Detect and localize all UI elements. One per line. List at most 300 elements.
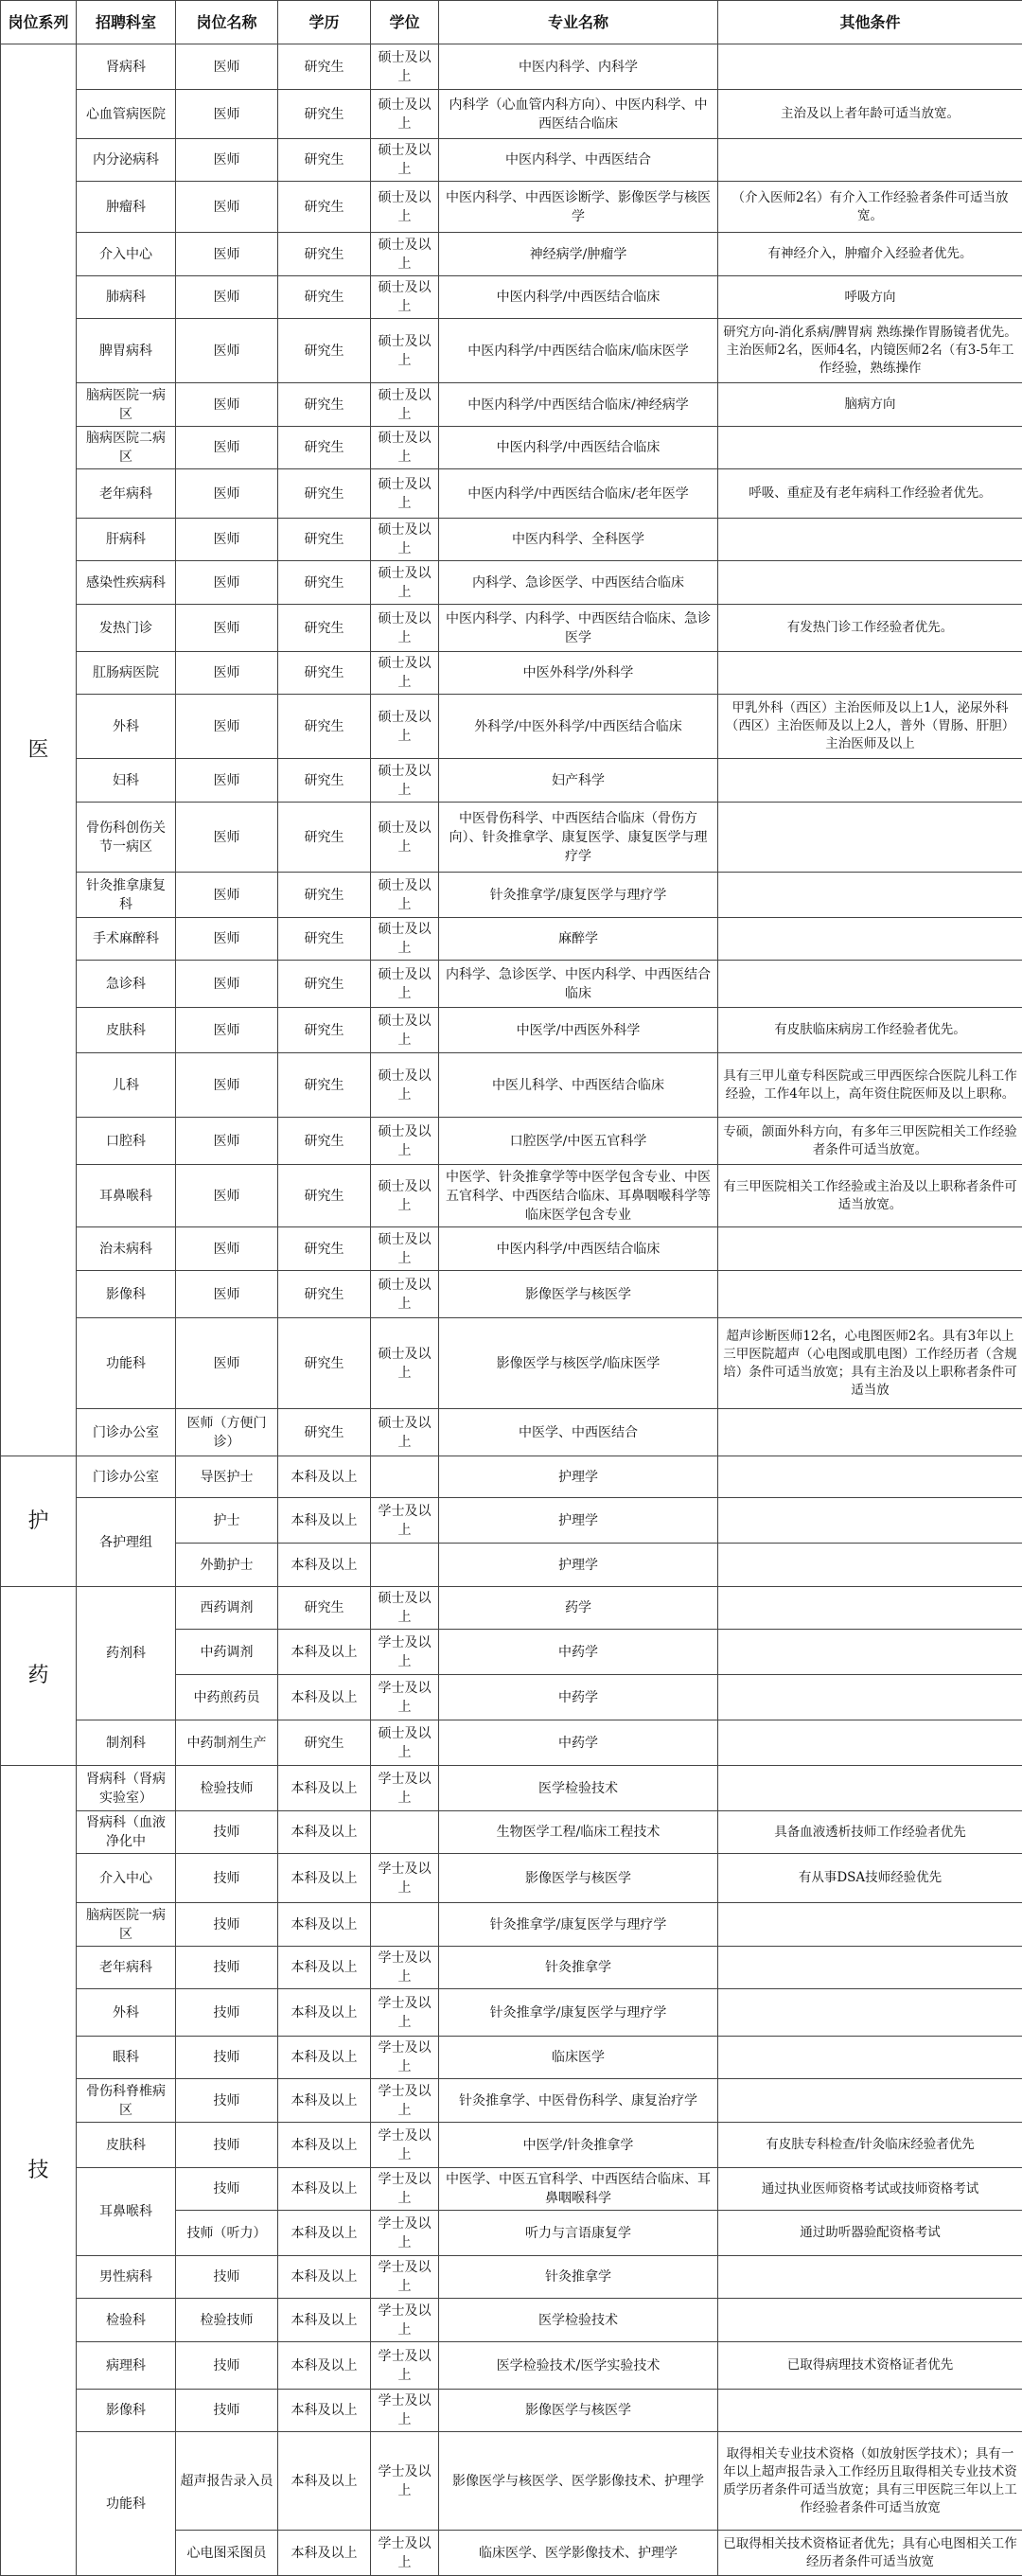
dept-cell: 检验科 (77, 2299, 176, 2342)
post-cell: 中药制剂生产 (176, 1720, 278, 1766)
education-cell: 本科及以上 (278, 2256, 371, 2299)
table-row (1, 873, 1022, 918)
education-cell: 研究生 (278, 90, 371, 139)
major-cell: 中医内科学、内科学 (439, 44, 718, 90)
dept-cell: 针灸推拿康复科 (77, 873, 176, 918)
dept-cell: 介入中心 (77, 1854, 176, 1903)
degree-cell: 硕士及以上 (371, 182, 439, 233)
degree-cell: 硕士及以上 (371, 1587, 439, 1630)
table-row (1, 44, 1022, 90)
post-cell: 医师 (176, 1118, 278, 1165)
other-conditions-cell (718, 1409, 1022, 1456)
post-cell: 技师 (176, 1947, 278, 1989)
post-cell: 医师 (176, 1053, 278, 1118)
header-row (1, 1, 1022, 44)
degree-cell: 硕士及以上 (371, 319, 439, 383)
other-conditions-cell: 有发热门诊工作经验者优先。 (718, 605, 1022, 652)
other-conditions-cell: 呼吸方向 (718, 276, 1022, 319)
other-conditions-cell (718, 139, 1022, 182)
education-cell: 本科及以上 (278, 2342, 371, 2390)
other-conditions-cell (718, 1903, 1022, 1947)
education-cell: 研究生 (278, 695, 371, 759)
degree-cell: 学士及以上 (371, 2211, 439, 2256)
post-cell: 中药煎药员 (176, 1675, 278, 1720)
major-cell: 护理学 (439, 1498, 718, 1544)
degree-cell: 学士及以上 (371, 2432, 439, 2531)
other-conditions-cell (718, 427, 1022, 469)
degree-cell: 硕士及以上 (371, 44, 439, 90)
dept-cell: 脑病医院一病区 (77, 383, 176, 427)
degree-cell: 硕士及以上 (371, 1271, 439, 1318)
education-cell: 本科及以上 (278, 1811, 371, 1854)
header-major: 专业名称 (439, 1, 718, 44)
major-cell: 针灸推拿学/康复医学与理疗学 (439, 1903, 718, 1947)
degree-cell: 学士及以上 (371, 2531, 439, 2576)
major-cell: 中医内科学、中西医结合 (439, 139, 718, 182)
education-cell: 研究生 (278, 1271, 371, 1318)
degree-cell: 硕士及以上 (371, 519, 439, 561)
dept-cell: 外科 (77, 1989, 176, 2037)
major-cell: 针灸推拿学 (439, 1947, 718, 1989)
table-row (1, 276, 1022, 319)
other-conditions-cell: 具备血液透析技师工作经验者优先 (718, 1811, 1022, 1854)
dept-cell: 感染性疾病科 (77, 561, 176, 605)
table-row (1, 1227, 1022, 1271)
table-row (1, 2168, 1022, 2211)
dept-cell: 耳鼻喉科 (77, 1165, 176, 1227)
other-conditions-cell (718, 1989, 1022, 2037)
degree-cell: 硕士及以上 (371, 961, 439, 1008)
post-cell: 医师 (176, 759, 278, 803)
table-row (1, 2299, 1022, 2342)
dept-cell: 各护理组 (77, 1498, 176, 1587)
education-cell: 本科及以上 (278, 2299, 371, 2342)
degree-cell (371, 1544, 439, 1587)
education-cell: 研究生 (278, 652, 371, 695)
other-conditions-cell: 主治及以上者年龄可适当放宽。 (718, 90, 1022, 139)
degree-cell (371, 1903, 439, 1947)
major-cell: 影像医学与核医学、医学影像技术、护理学 (439, 2432, 718, 2531)
post-cell: 医师 (176, 1165, 278, 1227)
major-cell: 中医学/中西医外科学 (439, 1008, 718, 1053)
other-conditions-cell (718, 561, 1022, 605)
dept-cell: 肾病科（肾病实验室） (77, 1766, 176, 1811)
table-row (1, 1456, 1022, 1498)
major-cell: 中医内科学、内科学、中西医结合临床、急诊医学 (439, 605, 718, 652)
table-row (1, 2390, 1022, 2432)
post-cell: 医师 (176, 383, 278, 427)
post-cell: 医师 (176, 961, 278, 1008)
education-cell: 研究生 (278, 1318, 371, 1409)
table-row (1, 1118, 1022, 1165)
dept-cell: 药剂科 (77, 1587, 176, 1720)
post-cell: 检验技师 (176, 1766, 278, 1811)
degree-cell: 学士及以上 (371, 1989, 439, 2037)
dept-cell: 内分泌病科 (77, 139, 176, 182)
dept-cell: 急诊科 (77, 961, 176, 1008)
degree-cell: 硕士及以上 (371, 139, 439, 182)
post-cell: 医师（方便门诊） (176, 1409, 278, 1456)
table-row (1, 2342, 1022, 2390)
major-cell: 影像医学与核医学/临床医学 (439, 1318, 718, 1409)
other-conditions-cell: 研究方向-消化系病/脾胃病 熟练操作胃肠镜者优先。主治医师2名，医师4名，内镜医师2名（有3-5年工作经验，熟练操作 (718, 319, 1022, 383)
other-conditions-cell (718, 2299, 1022, 2342)
dept-cell: 骨伤科创伤关节一病区 (77, 803, 176, 873)
other-conditions-cell (718, 2079, 1022, 2123)
other-conditions-cell (718, 1947, 1022, 1989)
degree-cell: 学士及以上 (371, 1630, 439, 1675)
major-cell: 影像医学与核医学 (439, 1271, 718, 1318)
major-cell: 中医内科学、中西医诊断学、影像医学与核医学 (439, 182, 718, 233)
major-cell: 护理学 (439, 1544, 718, 1587)
other-conditions-cell (718, 1227, 1022, 1271)
table-row (1, 319, 1022, 383)
other-conditions-cell (718, 873, 1022, 918)
major-cell: 影像医学与核医学 (439, 2390, 718, 2432)
table-row (1, 1409, 1022, 1456)
education-cell: 研究生 (278, 469, 371, 519)
degree-cell: 硕士及以上 (371, 427, 439, 469)
post-cell: 医师 (176, 652, 278, 695)
degree-cell: 学士及以上 (371, 1766, 439, 1811)
post-cell: 医师 (176, 233, 278, 276)
degree-cell: 学士及以上 (371, 2342, 439, 2390)
degree-cell: 学士及以上 (371, 2123, 439, 2168)
degree-cell: 硕士及以上 (371, 1227, 439, 1271)
other-conditions-cell: 已取得病理技术资格证者优先 (718, 2342, 1022, 2390)
table-row (1, 1587, 1022, 1630)
other-conditions-cell (718, 1587, 1022, 1630)
major-cell: 中医内科学/中西医结合临床 (439, 1227, 718, 1271)
table-row (1, 427, 1022, 469)
dept-cell: 脑病医院一病区 (77, 1903, 176, 1947)
table-row (1, 695, 1022, 759)
education-cell: 本科及以上 (278, 1903, 371, 1947)
post-cell: 技师 (176, 1989, 278, 2037)
post-cell: 技师 (176, 1903, 278, 1947)
other-conditions-cell: 有三甲医院相关工作经验或主治及以上职称者条件可适当放宽。 (718, 1165, 1022, 1227)
dept-cell: 肛肠病医院 (77, 652, 176, 695)
degree-cell: 硕士及以上 (371, 276, 439, 319)
dept-cell: 介入中心 (77, 233, 176, 276)
post-cell: 医师 (176, 469, 278, 519)
table-row (1, 1271, 1022, 1318)
post-cell: 检验技师 (176, 2299, 278, 2342)
education-cell: 研究生 (278, 519, 371, 561)
education-cell: 本科及以上 (278, 2037, 371, 2079)
post-cell: 医师 (176, 319, 278, 383)
post-cell: 技师 (176, 2390, 278, 2432)
other-conditions-cell (718, 759, 1022, 803)
major-cell: 针灸推拿学/康复医学与理疗学 (439, 1989, 718, 2037)
table-row (1, 1165, 1022, 1227)
major-cell: 中医内科学/中西医结合临床/老年医学 (439, 469, 718, 519)
post-cell: 医师 (176, 90, 278, 139)
education-cell: 研究生 (278, 44, 371, 90)
other-conditions-cell: 有从事DSA技师经验优先 (718, 1854, 1022, 1903)
table-row (1, 803, 1022, 873)
header-post: 岗位名称 (176, 1, 278, 44)
post-cell: 医师 (176, 427, 278, 469)
major-cell: 护理学 (439, 1456, 718, 1498)
major-cell: 医学检验技术/医学实验技术 (439, 2342, 718, 2390)
degree-cell: 硕士及以上 (371, 652, 439, 695)
education-cell: 研究生 (278, 1227, 371, 1271)
post-cell: 护士 (176, 1498, 278, 1544)
dept-cell: 门诊办公室 (77, 1409, 176, 1456)
education-cell: 本科及以上 (278, 1456, 371, 1498)
other-conditions-cell (718, 44, 1022, 90)
major-cell: 外科学/中医外科学/中西医结合临床 (439, 695, 718, 759)
table-row (1, 1318, 1022, 1409)
post-cell: 心电图采图员 (176, 2531, 278, 2576)
post-cell: 医师 (176, 44, 278, 90)
table-row (1, 2123, 1022, 2168)
other-conditions-cell (718, 1271, 1022, 1318)
table-row (1, 1947, 1022, 1989)
other-conditions-cell: 具有三甲儿童专科医院或三甲西医综合医院儿科工作经验，工作4年以上，高年资住院医师及以上职称。 (718, 1053, 1022, 1118)
other-conditions-cell (718, 1544, 1022, 1587)
degree-cell: 硕士及以上 (371, 1165, 439, 1227)
table-row (1, 1903, 1022, 1947)
education-cell: 本科及以上 (278, 1498, 371, 1544)
dept-cell: 制剂科 (77, 1720, 176, 1766)
major-cell: 药学 (439, 1587, 718, 1630)
other-conditions-cell (718, 2390, 1022, 2432)
dept-cell: 肝病科 (77, 519, 176, 561)
post-cell: 医师 (176, 1227, 278, 1271)
major-cell: 听力与言语康复学 (439, 2211, 718, 2256)
major-cell: 医学检验技术 (439, 1766, 718, 1811)
major-cell: 口腔医学/中医五官科学 (439, 1118, 718, 1165)
degree-cell: 硕士及以上 (371, 803, 439, 873)
degree-cell: 学士及以上 (371, 2390, 439, 2432)
post-cell: 技师 (176, 2123, 278, 2168)
major-cell: 内科学、急诊医学、中西医结合临床 (439, 561, 718, 605)
major-cell: 妇产科学 (439, 759, 718, 803)
degree-cell: 学士及以上 (371, 2079, 439, 2123)
table-row (1, 2079, 1022, 2123)
post-cell: 中药调剂 (176, 1630, 278, 1675)
table-row (1, 1766, 1022, 1811)
post-cell: 医师 (176, 605, 278, 652)
other-conditions-cell: 脑病方向 (718, 383, 1022, 427)
degree-cell: 硕士及以上 (371, 1318, 439, 1409)
dept-cell: 手术麻醉科 (77, 918, 176, 961)
post-cell: 医师 (176, 1271, 278, 1318)
education-cell: 研究生 (278, 1587, 371, 1630)
major-cell: 中医外科学/外科学 (439, 652, 718, 695)
post-cell: 医师 (176, 1318, 278, 1409)
degree-cell: 硕士及以上 (371, 873, 439, 918)
dept-cell: 功能科 (77, 1318, 176, 1409)
other-conditions-cell: （介入医师2名）有介入工作经验者条件可适当放宽。 (718, 182, 1022, 233)
dept-cell: 皮肤科 (77, 2123, 176, 2168)
dept-cell: 影像科 (77, 1271, 176, 1318)
education-cell: 本科及以上 (278, 2123, 371, 2168)
category-cell: 护 (1, 1456, 77, 1587)
post-cell: 医师 (176, 695, 278, 759)
major-cell: 中医学、中医五官科学、中西医结合临床、耳鼻咽喉科学 (439, 2168, 718, 2211)
table-row (1, 383, 1022, 427)
dept-cell: 心血管病医院 (77, 90, 176, 139)
dept-cell: 肾病科 (77, 44, 176, 90)
major-cell: 中医儿科学、中西医结合临床 (439, 1053, 718, 1118)
table-row (1, 1498, 1022, 1544)
education-cell: 研究生 (278, 1409, 371, 1456)
education-cell: 研究生 (278, 1008, 371, 1053)
degree-cell: 硕士及以上 (371, 233, 439, 276)
major-cell: 中医学、针灸推拿学等中医学包含专业、中医五官科学、中西医结合临床、耳鼻咽喉科学等临床医学包含专业 (439, 1165, 718, 1227)
dept-cell: 皮肤科 (77, 1008, 176, 1053)
table-row (1, 1854, 1022, 1903)
major-cell: 麻醉学 (439, 918, 718, 961)
post-cell: 医师 (176, 276, 278, 319)
education-cell: 研究生 (278, 319, 371, 383)
education-cell: 研究生 (278, 427, 371, 469)
education-cell: 本科及以上 (278, 1947, 371, 1989)
degree-cell: 硕士及以上 (371, 1053, 439, 1118)
major-cell: 中医学/针灸推拿学 (439, 2123, 718, 2168)
post-cell: 医师 (176, 561, 278, 605)
post-cell: 医师 (176, 519, 278, 561)
degree-cell: 硕士及以上 (371, 469, 439, 519)
post-cell: 技师 (176, 2342, 278, 2390)
degree-cell: 硕士及以上 (371, 605, 439, 652)
major-cell: 神经病学/肿瘤学 (439, 233, 718, 276)
degree-cell: 硕士及以上 (371, 695, 439, 759)
other-conditions-cell (718, 803, 1022, 873)
post-cell: 医师 (176, 873, 278, 918)
post-cell: 技师 (176, 2168, 278, 2211)
education-cell: 研究生 (278, 182, 371, 233)
header-education: 学历 (278, 1, 371, 44)
degree-cell: 学士及以上 (371, 1675, 439, 1720)
table-row (1, 469, 1022, 519)
education-cell: 本科及以上 (278, 1544, 371, 1587)
post-cell: 医师 (176, 139, 278, 182)
degree-cell (371, 1811, 439, 1854)
dept-cell: 眼科 (77, 2037, 176, 2079)
major-cell: 中药学 (439, 1630, 718, 1675)
other-conditions-cell: 有皮肤临床病房工作经验者优先。 (718, 1008, 1022, 1053)
table-row (1, 2432, 1022, 2531)
education-cell: 本科及以上 (278, 2531, 371, 2576)
other-conditions-cell (718, 918, 1022, 961)
degree-cell: 硕士及以上 (371, 383, 439, 427)
degree-cell: 硕士及以上 (371, 759, 439, 803)
major-cell: 中医骨伤科学、中西医结合临床（骨伤方向）、针灸推拿学、康复医学、康复医学与理疗学 (439, 803, 718, 873)
table-row (1, 182, 1022, 233)
dept-cell: 治未病科 (77, 1227, 176, 1271)
other-conditions-cell: 通过助听器验配资格考试 (718, 2211, 1022, 2256)
post-cell: 技师 (176, 2079, 278, 2123)
table-row (1, 1989, 1022, 2037)
education-cell: 本科及以上 (278, 1675, 371, 1720)
other-conditions-cell: 有神经介入，肿瘤介入经验者优先。 (718, 233, 1022, 276)
degree-cell: 学士及以上 (371, 2037, 439, 2079)
other-conditions-cell (718, 2037, 1022, 2079)
major-cell: 临床医学、医学影像技术、护理学 (439, 2531, 718, 2576)
post-cell: 外勤护士 (176, 1544, 278, 1587)
degree-cell: 硕士及以上 (371, 1720, 439, 1766)
education-cell: 本科及以上 (278, 2079, 371, 2123)
education-cell: 研究生 (278, 383, 371, 427)
major-cell: 针灸推拿学、中医骨伤科学、康复治疗学 (439, 2079, 718, 2123)
table-row (1, 918, 1022, 961)
table-row (1, 1008, 1022, 1053)
dept-cell: 老年病科 (77, 469, 176, 519)
other-conditions-cell (718, 519, 1022, 561)
major-cell: 中药学 (439, 1675, 718, 1720)
other-conditions-cell (718, 1498, 1022, 1544)
education-cell: 研究生 (278, 961, 371, 1008)
dept-cell: 外科 (77, 695, 176, 759)
post-cell: 医师 (176, 918, 278, 961)
degree-cell (371, 1456, 439, 1498)
category-cell: 技 (1, 1766, 77, 2576)
post-cell: 医师 (176, 182, 278, 233)
other-conditions-cell: 呼吸、重症及有老年病科工作经验者优先。 (718, 469, 1022, 519)
education-cell: 研究生 (278, 803, 371, 873)
dept-cell: 影像科 (77, 2390, 176, 2432)
dept-cell: 肾病科（血液净化中 (77, 1811, 176, 1854)
post-cell: 技师 (176, 1811, 278, 1854)
major-cell: 生物医学工程/临床工程技术 (439, 1811, 718, 1854)
header-dept: 招聘科室 (77, 1, 176, 44)
major-cell: 中医内科学/中西医结合临床 (439, 427, 718, 469)
dept-cell: 肺病科 (77, 276, 176, 319)
education-cell: 研究生 (278, 139, 371, 182)
dept-cell: 脑病医院二病区 (77, 427, 176, 469)
other-conditions-cell: 通过执业医师资格考试或技师资格考试 (718, 2168, 1022, 2211)
major-cell: 中医内科学、全科医学 (439, 519, 718, 561)
degree-cell: 硕士及以上 (371, 1118, 439, 1165)
dept-cell: 儿科 (77, 1053, 176, 1118)
major-cell: 中药学 (439, 1720, 718, 1766)
education-cell: 研究生 (278, 759, 371, 803)
table-row (1, 139, 1022, 182)
category-cell: 药 (1, 1587, 77, 1766)
education-cell: 研究生 (278, 561, 371, 605)
dept-cell: 妇科 (77, 759, 176, 803)
major-cell: 临床医学 (439, 2037, 718, 2079)
table-row (1, 652, 1022, 695)
table-row (1, 2037, 1022, 2079)
education-cell: 研究生 (278, 605, 371, 652)
degree-cell: 学士及以上 (371, 2256, 439, 2299)
table-row (1, 961, 1022, 1008)
degree-cell: 硕士及以上 (371, 561, 439, 605)
education-cell: 本科及以上 (278, 2390, 371, 2432)
post-cell: 技师 (176, 1854, 278, 1903)
table-row (1, 605, 1022, 652)
degree-cell: 学士及以上 (371, 1947, 439, 1989)
education-cell: 本科及以上 (278, 1854, 371, 1903)
dept-cell: 门诊办公室 (77, 1456, 176, 1498)
education-cell: 研究生 (278, 233, 371, 276)
other-conditions-cell (718, 1456, 1022, 1498)
post-cell: 技师（听力） (176, 2211, 278, 2256)
education-cell: 本科及以上 (278, 2211, 371, 2256)
education-cell: 本科及以上 (278, 1989, 371, 2037)
other-conditions-cell: 已取得相关技术资格证者优先；具有心电图相关工作经历者条件可适当放宽 (718, 2531, 1022, 2576)
other-conditions-cell: 超声诊断医师12名，心电图医师2名。具有3年以上三甲医院超声（心电图或肌电图）工作经历者（含规培）条件可适当放宽；具有主治及以上职称者条件可适当放 (718, 1318, 1022, 1409)
post-cell: 医师 (176, 803, 278, 873)
dept-cell: 功能科 (77, 2432, 176, 2576)
dept-cell: 男性病科 (77, 2256, 176, 2299)
other-conditions-cell: 甲乳外科（西区）主治医师及以上1人，泌尿外科（西区）主治医师及以上2人，普外（胃肠、肝胆）主治医师及以上 (718, 695, 1022, 759)
